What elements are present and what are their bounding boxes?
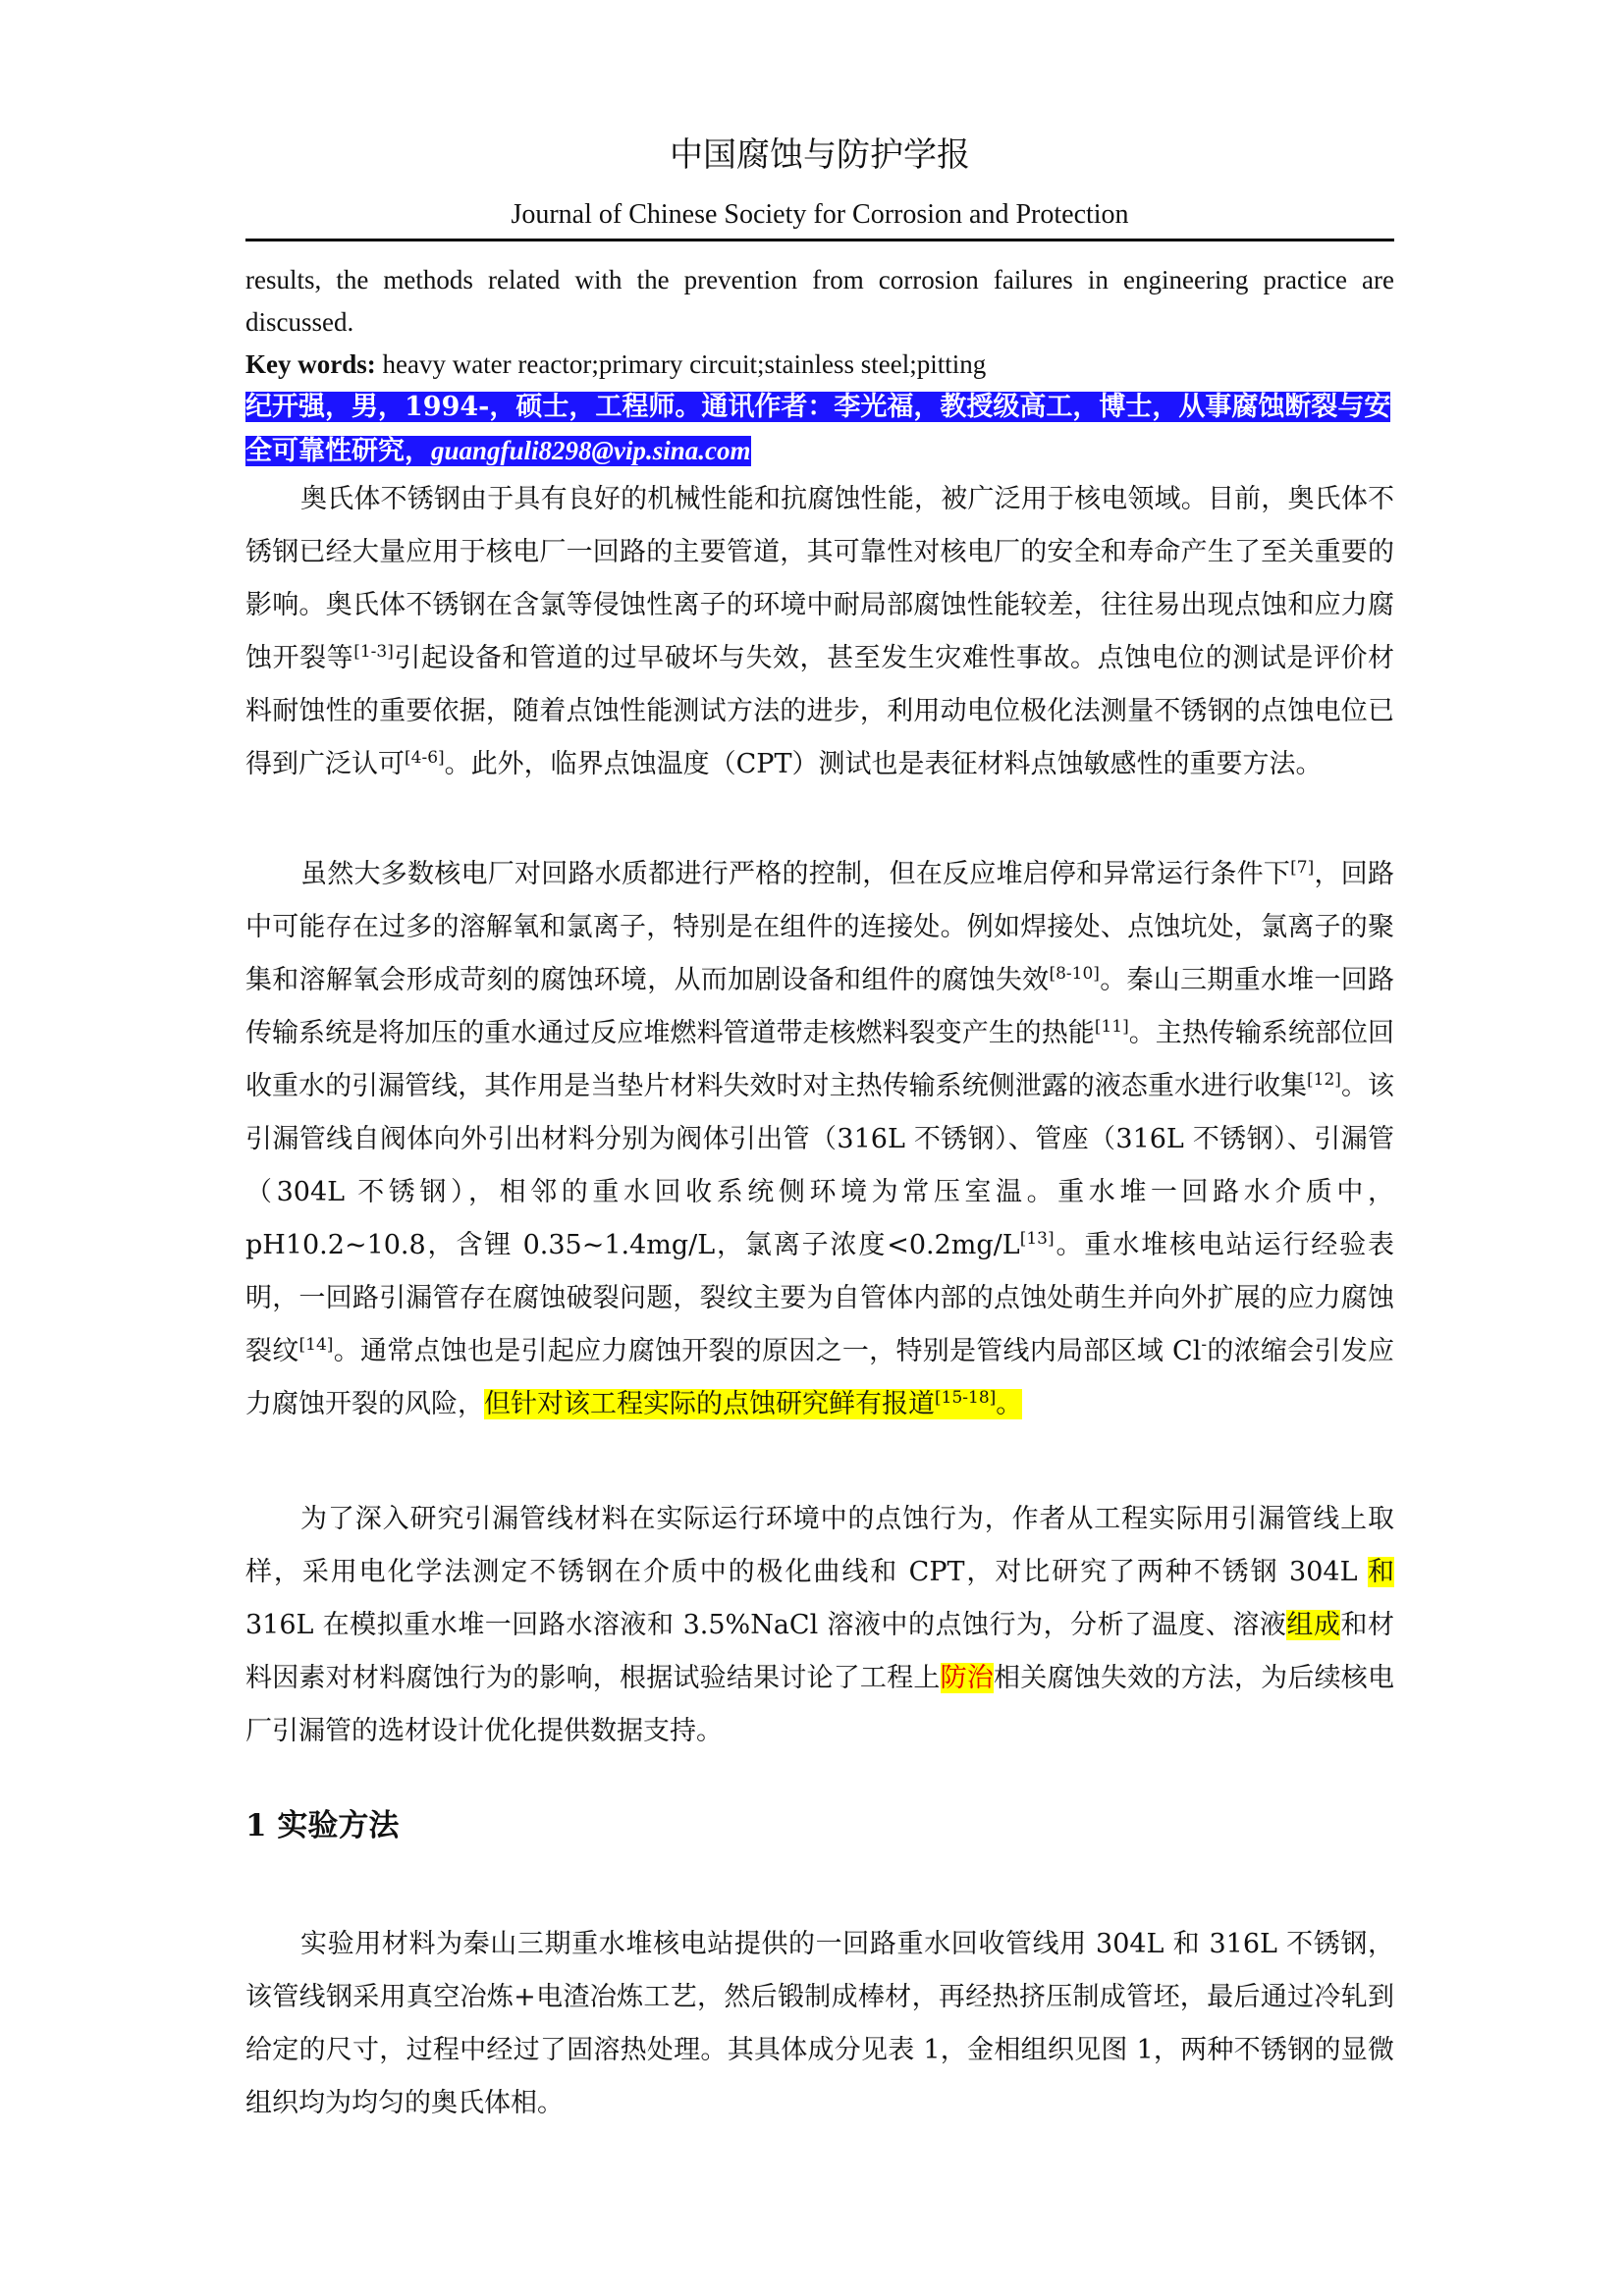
p2-text-g: 。通常点蚀也是引起应力腐蚀开裂的原因之一，特别是管线内局部区域 Cl (333, 1336, 1202, 1366)
p2-text-b: ，回路中可能存在过多的溶解氧和氯离子，特别是在组件的连接处。例如焊接处、点蚀坑处，氯离子的聚集和溶解氧会形成苛刻的腐蚀环境，从而加剧设备和组件的腐蚀失效 (245, 859, 1395, 995)
p2-text-f: 。重水堆核电站运行经验表明，一回路引漏管存在腐蚀破裂问题，裂纹主要为自管体内部的点蚀处萌生并向外扩展的应力腐蚀裂纹 (245, 1230, 1394, 1366)
keywords-line (245, 344, 1394, 386)
p1-text-b: 引起设备和管道的过早破坏与失效，甚至发生灾难性事故。点蚀电位的测试是评价材料耐蚀性的重要依据，随着点蚀性能测试方法的进步，利用动电位极化法测量不锈钢的点蚀电位已得到广泛认可 (245, 643, 1395, 779)
p3-text-b: 316L 在模拟重水堆一回路水溶液和 3.5%NaCl 溶液中的点蚀行为，分析了温度、溶液 (245, 1610, 1287, 1640)
author-email: guangfuli8298@vip.sina.com (431, 436, 751, 465)
paragraph-methods-1: 实验用材料为秦山三期重水堆核电站提供的一回路重水回收管线用 304L 和 316L 不锈钢，该管线钢采用真空冶炼+电渣冶炼工艺，然后锻制成棒材，再经热挤压制成管坯，最后通过冷轧到给定的尺寸，过程中经过了固溶热处理。其具体成分见表 1，金相组织见图 1，两种不锈钢的显微组织均为均匀的奥氏体相。 (245, 1929, 1394, 2118)
p3-text-a: 为了深入研究引漏管线材料在实际运行环境中的点蚀行为，作者从工程实际用引漏管线上取样，采用电化学法测定不锈钢在介质中的极化曲线和 CPT，对比研究了两种不锈钢 304L (245, 1504, 1394, 1587)
paragraph-intro-2 (245, 848, 1394, 1431)
keywords-label: Key words: (245, 349, 376, 379)
paragraph-intro-1 (245, 473, 1394, 791)
p1-text-a: 奥氏体不锈钢由于具有良好的机械性能和抗腐蚀性能，被广泛用于核电领域。目前，奥氏体不锈钢已经大量应用于核电厂一回路的主要管道，其可靠性对核电厂的安全和寿命产生了至关重要的影响。奥氏体不锈钢在含氯等侵蚀性离子的环境中耐局部腐蚀性能较差，往往易出现点蚀和应力腐蚀开裂等 (245, 484, 1394, 673)
p2-text-e: 。该引漏管线自阀体向外引出材料分别为阀体引出管（316L 不锈钢）、管座（316L 不锈钢）、引漏管（304L 不锈钢），相邻的重水回收系统侧环境为常压室温。重水堆一回路水介质中，pH10.2~10.8，含锂 0.35~1.4mg/L，氯离子浓度<0.2mg/L (245, 1071, 1395, 1260)
p2-text-a: 虽然大多数核电厂对回路水质都进行严格的控制，但在反应堆启停和异常运行条件下 (300, 859, 1291, 889)
citation-ref: [8-10] (1049, 964, 1100, 984)
highlighted-text: 和 (1368, 1557, 1394, 1587)
journal-subtitle: Journal of Chinese Society for Corrosion and Protection (511, 199, 1129, 230)
citation-ref: [12] (1307, 1070, 1341, 1090)
section-heading: 1 实验方法 (245, 1808, 400, 1843)
citation-ref: [7] (1290, 858, 1315, 878)
citation-ref: [14] (298, 1335, 334, 1355)
highlighted-text (484, 1389, 1022, 1419)
citation-ref: [11] (1094, 1017, 1129, 1037)
highlighted-red-text: 防治 (940, 1663, 995, 1693)
p3-text-c: 和材料因素对材料腐蚀行为的影响，根据试验结果讨论了工程上 (245, 1610, 1395, 1693)
author-note-text (245, 392, 1390, 466)
p1-text-c: 。此外，临界点蚀温度（CPT）测试也是表征材料点蚀敏感性的重要方法。 (444, 749, 1323, 779)
paragraph-intro-3 (245, 1493, 1394, 1758)
header-divider (245, 239, 1394, 241)
p2-text-h: 的浓缩会引发应力腐蚀开裂的风险， (245, 1336, 1394, 1419)
keywords-text: heavy water reactor;primary circuit;stainless steel;pitting (375, 349, 987, 379)
p3-text-d: 相关腐蚀失效的方法，为后续核电厂引漏管的选材设计优化提供数据支持。 (245, 1663, 1395, 1746)
citation-ref: [4-6] (405, 748, 445, 768)
citation-ref: [1-3] (353, 642, 394, 662)
author-info: 纪开强，男，1994-，硕士，工程师。通讯作者：李光福，教授级高工，博士，从事腐蚀断裂与安全可靠性研究， (245, 392, 1391, 466)
abstract-tail: results, the methods related with the prevention from corrosion failures in engineering practice are discussed. (245, 265, 1394, 337)
highlighted-text: 组成 (1286, 1610, 1341, 1640)
p2-text-c: 。秦山三期重水堆一回路传输系统是将加压的重水通过反应堆燃料管道带走核燃料裂变产生的热能 (245, 965, 1394, 1048)
journal-title: 中国腐蚀与防护学报 (670, 135, 970, 175)
p2-highlight-end: 。 (996, 1389, 1023, 1419)
citation-ref: [13] (1019, 1229, 1055, 1249)
p2-highlight: 但针对该工程实际的点蚀研究鲜有报道 (484, 1389, 935, 1419)
citation-ref: [15-18] (935, 1388, 997, 1408)
author-note (245, 386, 1394, 473)
chloride-charge: - (1201, 1335, 1208, 1355)
p2-text-d: 。主热传输系统部位回收重水的引漏管线，其作用是当垫片材料失效时对主热传输系统侧泄露的液态重水进行收集 (245, 1018, 1395, 1101)
